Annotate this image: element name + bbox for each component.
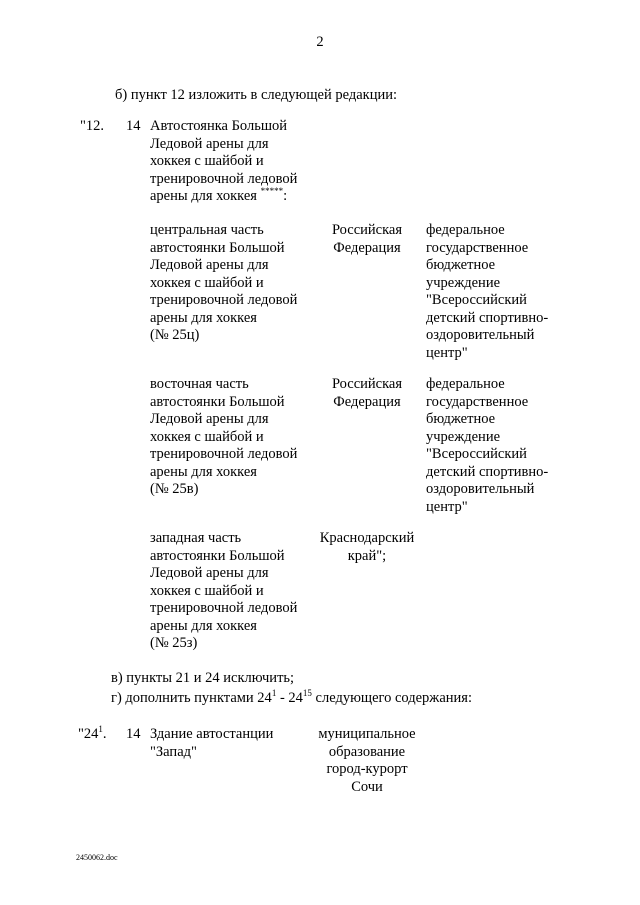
user-line: государственное — [426, 393, 529, 410]
item-12-name — [150, 118, 320, 206]
owner-line: Федерация — [333, 239, 401, 256]
owner-line: муниципальное — [318, 726, 416, 742]
name-line: "Запад" — [150, 743, 197, 760]
name-line: (№ 25в) — [150, 481, 199, 497]
user-line: детский спортивно- — [426, 463, 549, 480]
number-post: . — [102, 726, 107, 742]
owner-line: Российская — [331, 222, 403, 238]
name-line: тренировочной ледовой — [150, 600, 298, 616]
owner-line: край"; — [347, 547, 387, 564]
owner-line: Федерация — [333, 393, 401, 410]
instruction-g — [111, 690, 472, 708]
name-end: : — [283, 188, 288, 204]
name-line: хоккея с шайбой и — [150, 274, 264, 291]
number-sup: 1 — [98, 724, 103, 735]
name-line: западная часть — [150, 530, 242, 546]
name-line: автостоянки Большой — [150, 547, 285, 564]
name-line: автостоянки Большой — [150, 239, 285, 256]
subitem-central-owner — [316, 222, 418, 257]
name-last-text: арены для хоккея — [150, 188, 261, 204]
owner-line: город-курорт — [326, 761, 408, 777]
item-12-number: "12. — [80, 118, 105, 134]
subitem-east-user — [426, 376, 606, 516]
user-line: "Всероссийский — [426, 292, 527, 308]
name-line: Здание автостанции — [150, 726, 274, 742]
name-line: Автостоянка Большой — [150, 118, 287, 134]
item-24-1-code: 14 — [126, 726, 141, 742]
instruction-g-sup2: 15 — [302, 688, 312, 699]
user-line: учреждение — [426, 428, 501, 445]
user-line: бюджетное — [426, 257, 496, 273]
name-line-last — [150, 188, 320, 206]
name-line: центральная часть — [150, 222, 264, 238]
subitem-central-user — [426, 222, 606, 362]
name-line: хоккея с шайбой и — [150, 428, 264, 445]
subitem-west-name — [150, 530, 320, 653]
footnote-mark: ***** — [260, 186, 284, 197]
name-line: Ледовой арены для — [150, 565, 269, 581]
subitem-east-name — [150, 376, 320, 499]
owner-line: образование — [328, 743, 406, 760]
subitem-central-name — [150, 222, 320, 345]
item-24-1-number — [78, 726, 107, 744]
number-pre: "24 — [78, 726, 99, 742]
page-number: 2 — [316, 34, 324, 50]
name-line: восточная часть — [150, 376, 249, 392]
owner-line: Краснодарский — [319, 530, 415, 546]
user-line: федеральное — [426, 376, 505, 392]
user-line: "Всероссийский — [426, 446, 527, 462]
user-line: детский спортивно- — [426, 309, 549, 326]
subitem-west-owner — [316, 530, 418, 565]
name-line: (№ 25ц) — [150, 327, 200, 343]
user-line: бюджетное — [426, 411, 496, 427]
user-line: федеральное — [426, 222, 505, 238]
instruction-g-pre: г) дополнить пунктами 24 — [111, 690, 272, 706]
name-line: Ледовой арены для — [150, 411, 269, 427]
name-line: автостоянки Большой — [150, 393, 285, 410]
owner-line: Российская — [331, 376, 403, 392]
name-line: тренировочной ледовой — [150, 292, 298, 308]
footer-filename: 2450062.doc — [76, 853, 118, 862]
user-line: учреждение — [426, 274, 501, 291]
user-line: центр" — [426, 498, 468, 515]
item-24-1-name — [150, 726, 320, 761]
instruction-g-post: следующего содержания: — [311, 690, 472, 706]
user-line: оздоровительный — [426, 327, 535, 343]
instruction-b: б) пункт 12 изложить в следующей редакции: — [115, 87, 397, 103]
name-line: хоккея с шайбой и — [150, 153, 264, 169]
instruction-g-mid: - 24 — [276, 690, 303, 706]
instruction-g-sup1: 1 — [271, 688, 277, 699]
name-line: (№ 25з) — [150, 635, 198, 651]
owner-line: Сочи — [351, 778, 383, 795]
user-line: государственное — [426, 239, 529, 256]
name-line: тренировочной ледовой — [150, 446, 298, 462]
user-line: центр" — [426, 344, 468, 361]
subitem-east-owner — [316, 376, 418, 411]
instruction-v: в) пункты 21 и 24 исключить; — [111, 670, 295, 686]
item-12-code: 14 — [126, 118, 141, 134]
name-line: арены для хоккея — [150, 463, 257, 480]
name-line: Ледовой арены для — [150, 135, 269, 152]
name-line: хоккея с шайбой и — [150, 582, 264, 599]
name-line: Ледовой арены для — [150, 257, 269, 273]
item-24-1-owner — [316, 726, 418, 796]
name-line: арены для хоккея — [150, 309, 257, 326]
user-line: оздоровительный — [426, 481, 535, 497]
name-line: тренировочной ледовой — [150, 170, 298, 187]
name-line: арены для хоккея — [150, 617, 257, 634]
